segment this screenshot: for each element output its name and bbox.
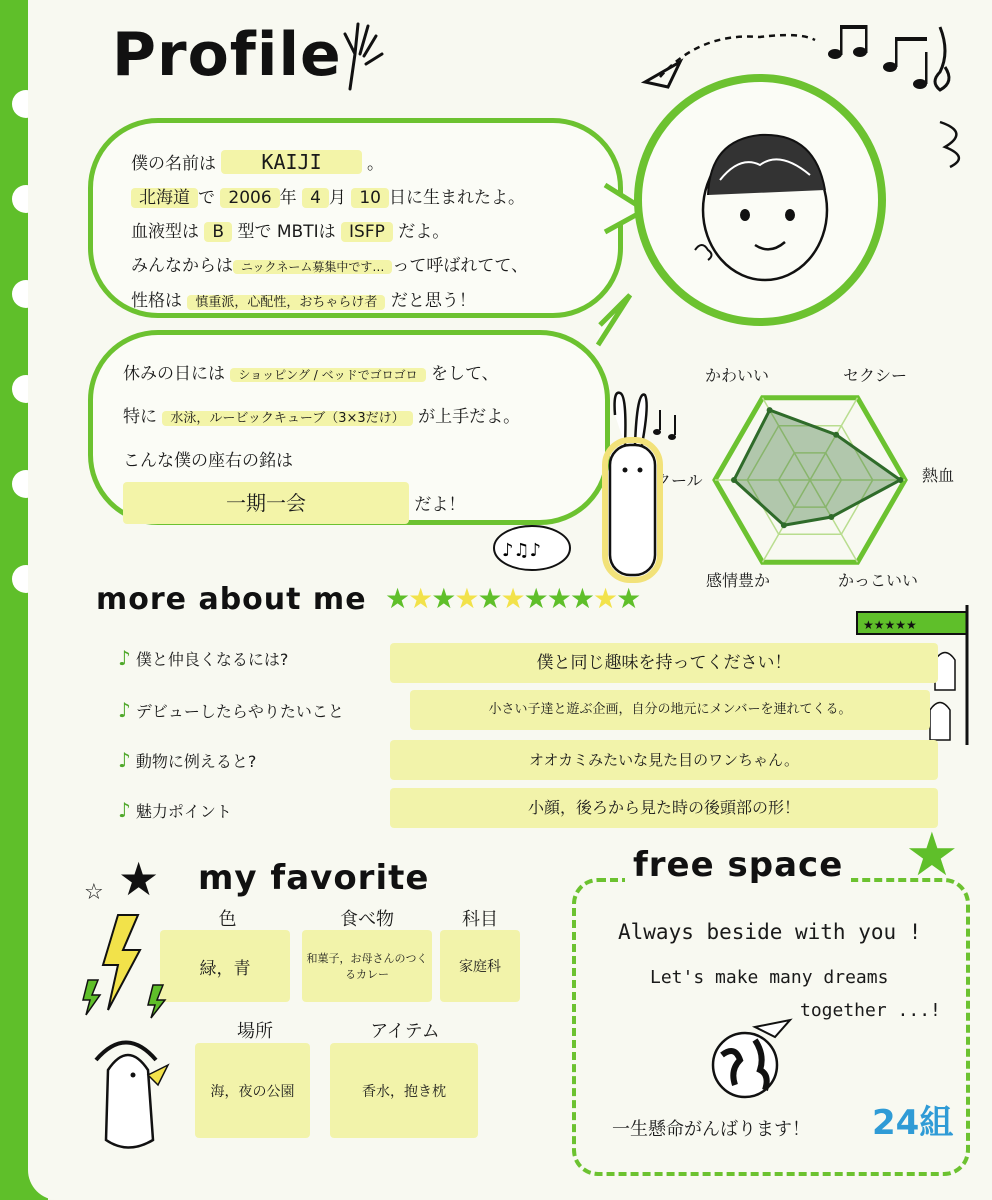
intro-line-nick [131,249,528,284]
radar-label: セクシー [843,366,908,385]
favorite-head: 場所 [237,1021,273,1042]
nick-suffix: って呼ばれてて、 [392,256,529,276]
year-label: 年 [279,188,297,208]
radar-label: クール [655,471,703,490]
holiday-prefix: 休みの日には [123,364,225,384]
globe-icon [700,1015,800,1100]
music-note-icon: ♪ [118,646,131,670]
blood-mid: 型で MBTIは [237,222,336,242]
music-note-icon: ♪ [118,748,131,772]
favorite-head: 色 [218,909,237,930]
favorite-head: アイテム [370,1021,440,1042]
favorite-value: 香水，抱き枕 [330,1043,478,1138]
favorite-head: 科目 [462,909,498,930]
row-answer: 小顔，後ろから見た時の後頭部の形！ [390,788,938,828]
row-answer: 僕と同じ趣味を持ってください！ [390,643,938,683]
month-label: 月 [328,188,346,208]
green-star-icon: ★ [905,820,959,890]
radar-label: 熱血 [922,466,955,485]
holiday-activities-value: ショッピング / ベッドでゴロゴロ [230,368,425,382]
more-title: more about me [96,582,367,617]
holiday-bubble [88,330,610,525]
favorite-value: 家庭科 [440,930,520,1002]
radar-point [897,477,903,483]
row-answer: オオカミみたいな見た目のワンちゃん。 [390,740,938,780]
svg-text:★★★★★: ★★★★★ [863,618,917,632]
speech-notes-icon [490,520,580,575]
birth-mid: で [198,188,215,208]
page-title: Profile [112,20,342,90]
motto-suffix: だよ！ [414,495,466,515]
mbti-suffix: だよ。 [398,222,450,242]
radar-point [833,432,839,438]
birth-year-value: 2006 [220,188,279,208]
favorite-title: my favorite [198,858,430,898]
row-answer: 小さい子達と遊ぶ企画，自分の地元にメンバーを連れてくる。 [410,690,930,730]
hand-wave-icon [330,14,390,94]
nick-prefix: みんなからは [131,256,233,276]
holiday-line-skills [123,396,520,440]
radar-label: 感情豊か [706,571,771,590]
list-item [118,748,256,772]
radar-point [767,407,773,413]
svg-text:♪♫♪: ♪♫♪ [502,540,542,561]
skill-prefix: 特に [123,407,157,427]
row-question: 動物に例えると? [135,752,257,771]
free-space-title: free space [625,845,851,885]
favorite-value: 和菓子，お母さんのつくるカレー [302,930,432,1002]
holiday-line-activities [123,353,520,396]
skill-suffix: が上手だよ。 [418,407,521,427]
blood-type-value: B [204,222,232,242]
birth-month-value: 4 [302,188,329,208]
intro-line-name [131,145,528,181]
music-note-icon: ♪ [118,798,131,822]
name-value: KAIJI [221,150,361,174]
row-question: 魅力ポイント [135,802,232,821]
avatar [630,70,890,330]
free-line: Let's make many dreams [650,967,889,988]
row-question: 僕と仲良くなるには? [135,650,289,669]
lightning-icon [78,910,178,1020]
free-line: Always beside with you ! [618,920,922,944]
free-line: together ...! [800,1000,941,1021]
birth-day-value: 10 [351,188,389,208]
motto-value: 一期一会 [123,482,409,524]
class-badge: 24組 [872,1103,954,1143]
list-item [118,646,288,670]
small-star-icon: ☆ [84,880,104,905]
personality-prefix: 性格は [131,291,182,311]
mbti-value: ISFP [341,222,393,242]
motto-prefix: こんな僕の座右の銘は [123,451,293,471]
stars-row-icon: ★★★★★★★★★★★ [385,582,640,615]
personality-value: 慎重派，心配性，おちゃらけ者 [187,295,385,310]
blood-prefix: 血液型は [131,222,199,242]
list-item [118,798,232,822]
intro-bubble [88,118,623,318]
birthplace-value: 北海道 [131,188,198,208]
free-footer: 一生懸命がんばります！ [612,1119,810,1140]
music-note-icon: ♪ [118,698,131,722]
holiday-suffix: をして、 [431,364,499,384]
intro-line-personality [131,284,528,320]
skills-value: 水泳，ルービックキューブ（3×3だけ） [162,411,412,426]
nickname-value: ニックネーム募集中です… [233,260,392,274]
radar-point [781,522,787,528]
intro-line-blood [131,215,528,249]
personality-suffix: だと思う！ [390,291,476,311]
radar-point [731,477,737,483]
favorite-value: 緑，青 [160,930,290,1002]
name-suffix: 。 [367,154,385,174]
birth-suffix: 日に生まれたよ。 [388,188,525,208]
holiday-line-motto [123,482,520,526]
star-icon: ★ [118,852,160,906]
favorite-value: 海，夜の公園 [195,1043,310,1138]
row-question: デビューしたらやりたいこと [135,702,344,721]
radar-label: かわいい [705,366,770,385]
name-prefix: 僕の名前は [131,154,216,174]
bird-doodle-icon [88,1030,178,1160]
radar-label: かっこいい [838,571,919,590]
intro-line-birth [131,181,528,215]
list-item [118,698,344,722]
favorite-head: 食べ物 [340,909,394,930]
rabbit-doodle-icon [585,385,695,585]
radar-point [828,514,834,520]
